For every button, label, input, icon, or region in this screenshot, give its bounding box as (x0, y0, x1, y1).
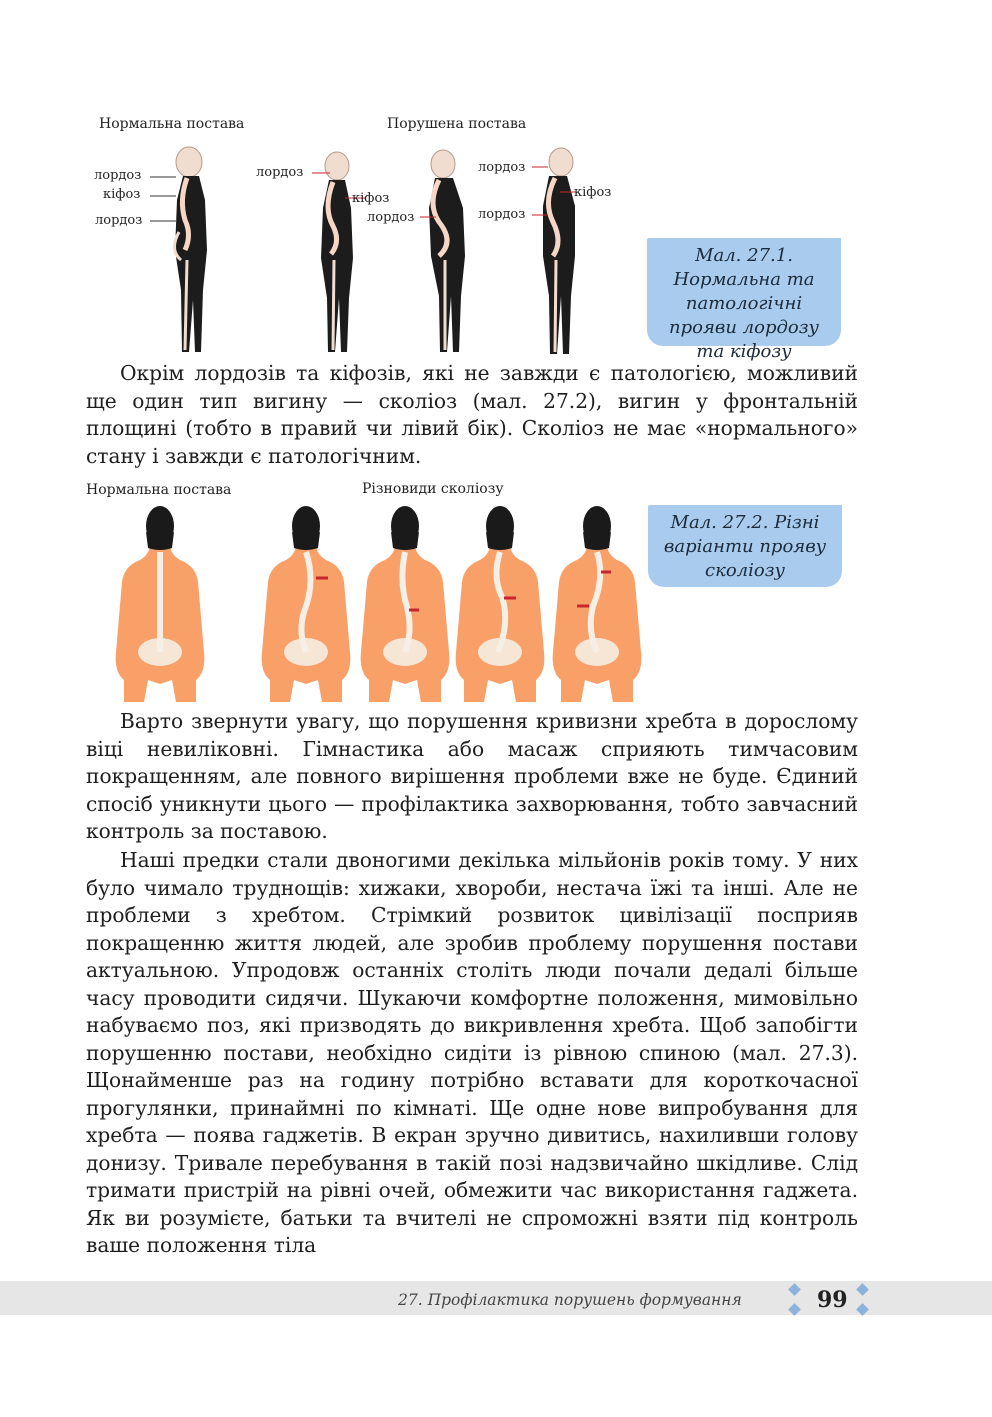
posture-illustration (80, 140, 640, 355)
fig1-label-normal: Нормальна постава (99, 116, 245, 132)
fig2-label-normal: Нормальна постава (86, 482, 232, 498)
fig2-caption: Мал. 27.2. Різні варіанти прояву сколіозу (648, 505, 842, 587)
fig1-label-disturbed: Порушена постава (387, 116, 527, 132)
scoliosis-illustration (110, 502, 645, 704)
label-kifoz-1: кіфоз (103, 187, 141, 202)
fig1-caption: Мал. 27.1. Нормальна та патологічні прояви лордозу та кіфозу (647, 238, 841, 346)
figure-disturbed-3 (543, 148, 575, 354)
page-number: 99 (817, 1287, 848, 1313)
figure-disturbed-2 (429, 150, 465, 352)
paragraph-1: Окрім лордозів та кіфозів, які не завжди є патологією, можливий ще один тип вигину — сколіоз (мал. 27.2), вигин у фронтальній площині (тобто в правий чи лівий бік). Сколіоз не має «нормального» стану і завжди є патологічним. (86, 361, 858, 468)
label-kifoz-3: кіфоз (574, 185, 612, 200)
fig2-label-types: Різновиди сколіозу (362, 481, 504, 497)
torso-scoliosis-1 (262, 506, 351, 702)
label-kifoz-2: кіфоз (352, 191, 390, 206)
label-lordoz-6: лордоз (478, 207, 526, 222)
label-lordoz-1: лордоз (94, 168, 142, 183)
label-lordoz-2: лордоз (95, 213, 143, 228)
paragraph-2: Варто звернути увагу, що порушення кривизни хребта в дорослому віці невиліковні. Гімнастика або масаж сприяють тимчасовим покращенням, але повного вирішення проблеми вже не буде. Єдиний спосіб уникнути цього — профілактика захворювання, тобто завчасний контроль за поставою. (86, 709, 858, 843)
figure-normal-posture (174, 147, 207, 352)
torso-normal (116, 506, 205, 702)
paragraph-3: Наші предки стали двоногими декілька мільйонів років тому. У них було чимало труднощів: хижаки, хвороби, нестача їжі та інші. Але не проблеми з хребтом. Стрімкий розвиток цивілізації посприяв покращенню життя людей, але зробив проблему порушення постави актуальною. Упродовж останніх століть люди почали дедалі більше часу проводити сидячи. Шукаючи комфортне положення, мимовільно набуваємо поз, які призводять до викривлення хребта. Щоб запобігти порушенню постави, необхідно сидіти із рівною спиною (мал. 27.3). Щонайменше раз на годину потрібно вставати для короткочасної прогулянки, принаймні по кімнаті. Ще одне нове випробування для хребта — поява гаджетів. В екран зручно дивитись, нахиливши голову донизу. Тривале перебування в такій позі надзвичайно шкідливе. Слід тримати пристрій на рівні очей, обмежити час використання гаджета. Як ви розумієте, батьки та вчителі не спроможні взяти під контроль ваше положення тіла (86, 848, 858, 1257)
footer-section-title: 27. Профілактика порушень формування (398, 1291, 742, 1309)
torso-scoliosis-2 (361, 506, 450, 702)
label-lordoz-4: лордоз (367, 210, 415, 225)
figure-disturbed-1 (321, 152, 353, 352)
torso-scoliosis-3 (456, 506, 545, 702)
label-lordoz-3: лордоз (256, 165, 304, 180)
label-lordoz-5: лордоз (478, 160, 526, 175)
torso-scoliosis-4 (553, 506, 642, 702)
